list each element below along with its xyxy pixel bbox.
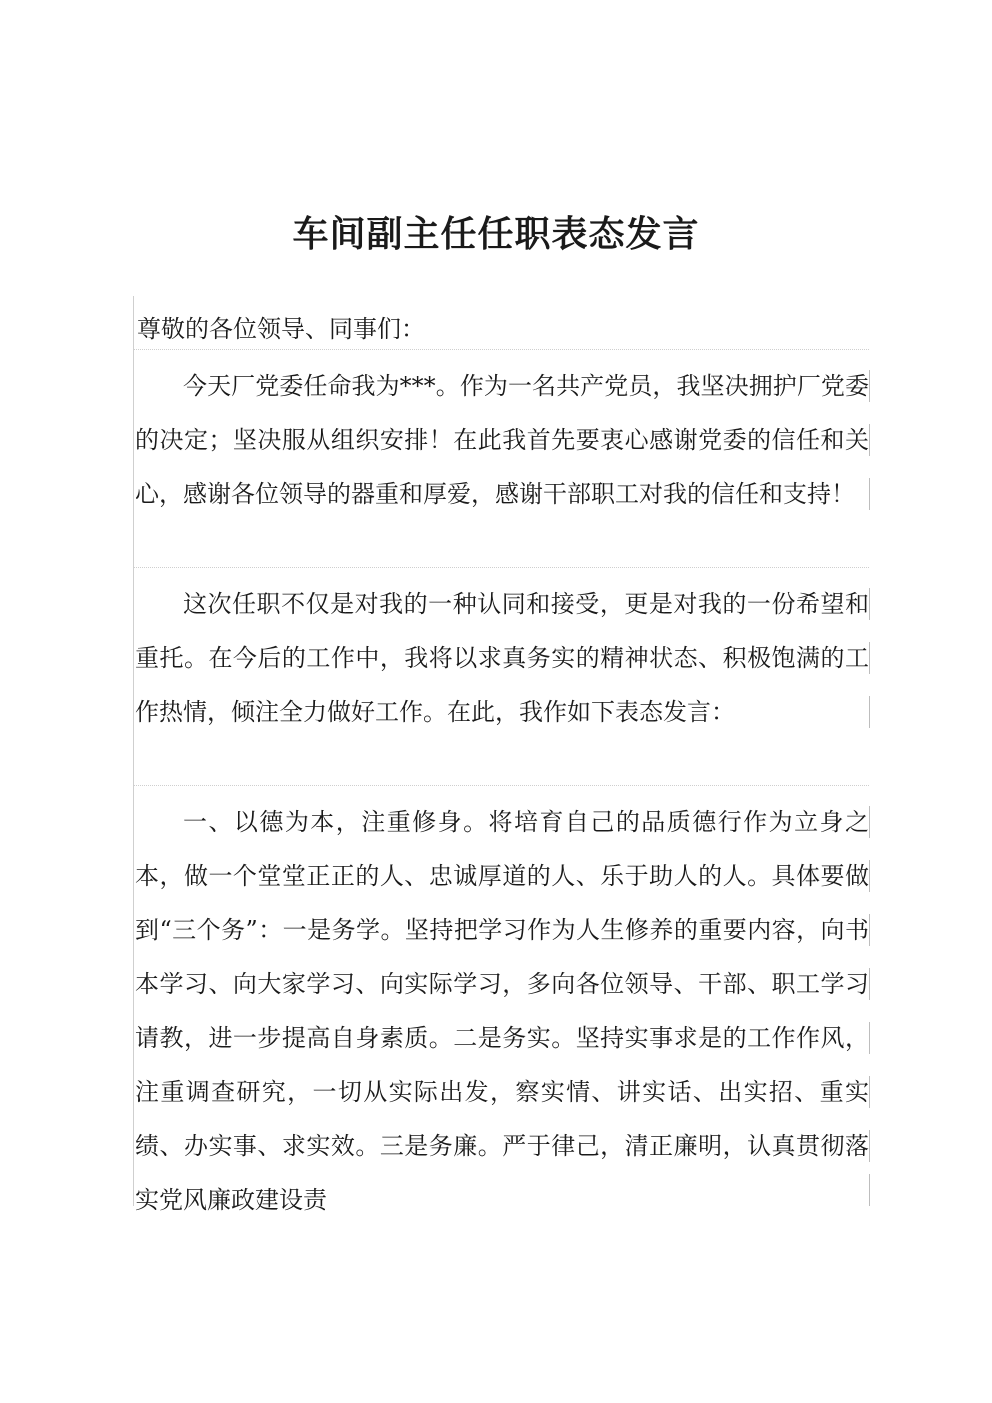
document-title: 车间副主任任职表态发言 [292,213,700,255]
paragraph-1 [135,359,869,521]
paragraph-divider [133,567,869,568]
right-margin-mark [869,696,870,728]
right-margin-mark [869,588,870,620]
paragraph-1-text: 今天厂党委任命我为***。作为一名共产党员，我坚决拥护厂党委的决定；坚决服从组织安排！在此我首先要衷心感谢党委的信任和关心，感谢各位领导的器重和厚爱，感谢干部职工对我的信任和支持！ [135,372,869,508]
greeting-text: 尊敬的各位领导、同事们： [137,315,425,343]
right-margin-mark [869,968,870,1000]
right-margin-mark [869,1076,870,1108]
document-body [133,296,869,1214]
left-margin-line [133,296,134,1206]
paragraph-3 [135,795,869,1227]
paragraph-divider [133,785,869,786]
greeting-block [135,302,869,356]
right-margin-mark [869,1022,870,1054]
right-margin-mark [869,914,870,946]
right-margin-mark [869,478,870,510]
paragraph-divider [133,349,869,350]
right-margin-mark [869,860,870,892]
right-margin-mark [869,370,870,402]
right-margin-mark [869,1130,870,1162]
right-margin-mark [869,642,870,674]
right-margin-mark [869,1174,870,1206]
paragraph-2 [135,577,869,739]
right-margin-mark [869,424,870,456]
right-margin-mark [869,806,870,838]
paragraph-2-text: 这次任职不仅是对我的一种认同和接受，更是对我的一份希望和重托。在今后的工作中，我将以求真务实的精神状态、积极饱满的工作热情，倾注全力做好工作。在此，我作如下表态发言： [135,590,869,726]
paragraph-3-text: 一、以德为本，注重修身。将培育自己的品质德行作为立身之本，做一个堂堂正正的人、忠诚厚道的人、乐于助人的人。具体要做到“三个务”：一是务学。坚持把学习作为人生修养的重要内容，向书本学习、向大家学习、向实际学习，多向各位领导、干部、职工学习请教，进一步提高自身素质。二是务实。坚持实事求是的工作作风，注重调查研究，一切从实际出发，察实情、讲实话、出实招、重实绩、办实事、求实效。三是务廉。严于律己，清正廉明，认真贯彻落实党风廉政建设责 [135,808,869,1214]
